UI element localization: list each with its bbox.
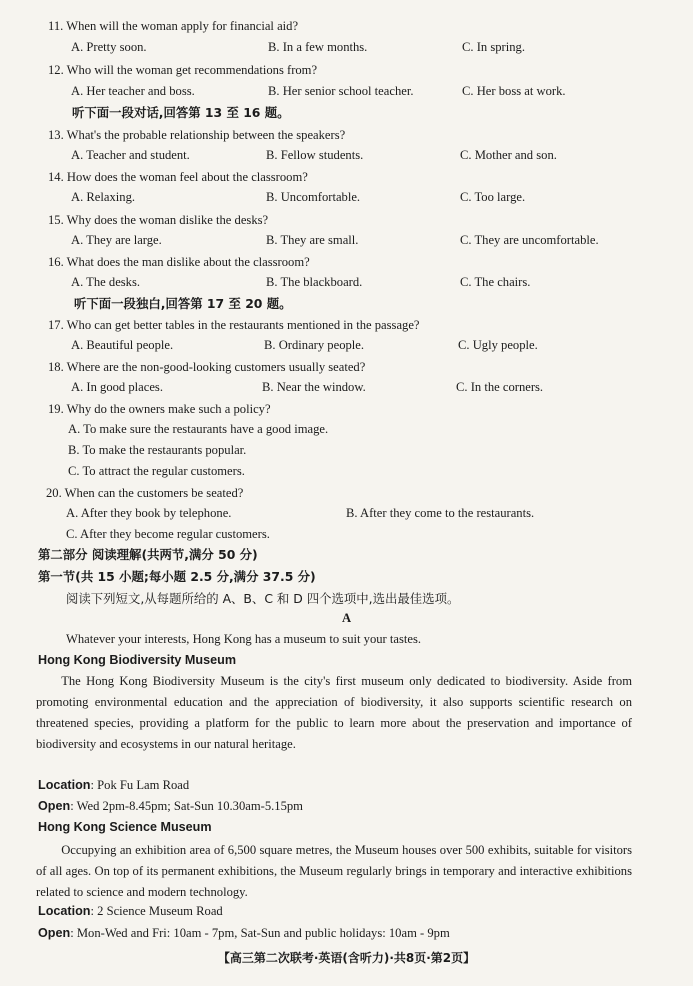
museum1-location-label: Location [38, 778, 91, 792]
question-17-option-a: A. Beautiful people. [71, 338, 174, 352]
question-12-option-b: B. Her senior school teacher. [268, 84, 414, 98]
question-17-stem: 17. Who can get better tables in the restaurants mentioned in the passage? [48, 318, 420, 332]
question-16-option-c: C. The chairs. [460, 275, 531, 289]
question-11-stem: 11. When will the woman apply for financial aid? [48, 19, 299, 33]
question-16-option-b: B. The blackboard. [266, 275, 363, 289]
question-18-option-c: C. In the corners. [456, 380, 544, 394]
question-18-option-a: A. In good places. [71, 380, 163, 394]
question-12-stem: 12. Who will the woman get recommendations from? [48, 63, 318, 77]
passage-intro: Whatever your interests, Hong Kong has a museum to suit your tastes. [66, 632, 422, 646]
question-15-stem: 15. Why does the woman dislike the desks? [48, 213, 269, 227]
question-11-option-c: C. In spring. [462, 40, 525, 54]
question-14-option-b: B. Uncomfortable. [266, 190, 361, 204]
question-17-option-b: B. Ordinary people. [264, 338, 365, 352]
museum1-location-value: Pok Fu Lam Road [97, 778, 190, 792]
museum2-open-value: Mon-Wed and Fri: 10am - 7pm, Sat-Sun and public holidays: 10am - 9pm [76, 926, 450, 940]
question-11-option-b: B. In a few months. [268, 40, 368, 54]
question-20-option-b: B. After they come to the restaurants. [346, 506, 535, 520]
question-16-stem: 16. What does the man dislike about the classroom? [48, 255, 310, 269]
question-11-option-a: A. Pretty soon. [71, 40, 147, 54]
instruction-13-16: 听下面一段对话,回答第 13 至 16 题。 [72, 105, 290, 120]
museum1-description: The Hong Kong Biodiversity Museum is the city's first museum only dedicated to biodiversity. Aside from promoting environmental education and the appreciation of biodiversity, it also supports scientific research on threatened species, providing a platform for the public to learn more about the preservation and importance of biodiversity and ecosystems in our natural heritage. [36, 674, 632, 751]
question-13-option-b: B. Fellow students. [266, 148, 364, 162]
question-13-stem: 13. What's the probable relationship between the speakers? [48, 128, 346, 142]
instruction-17-20: 听下面一段独白,回答第 17 至 20 题。 [74, 296, 292, 311]
museum1-name: Hong Kong Biodiversity Museum [38, 653, 237, 667]
reading-instruction: 阅读下列短文,从每题所给的 A、B、C 和 D 四个选项中,选出最佳选项。 [66, 591, 460, 606]
museum2-name: Hong Kong Science Museum [38, 820, 212, 834]
question-19-option-a: A. To make sure the restaurants have a good image. [68, 422, 329, 436]
question-19-stem: 19. Why do the owners make such a policy? [48, 402, 271, 416]
museum2-open-label: Open [38, 926, 71, 940]
question-15-option-a: A. They are large. [71, 233, 162, 247]
page-footer: 【高三第二次联考·英语(含听力)·共8页·第2页】 [217, 951, 476, 965]
museum1-open: Open: Wed 2pm-8.45pm; Sat-Sun 10.30am-5.15pm [38, 799, 303, 813]
question-18-option-b: B. Near the window. [262, 380, 366, 394]
question-20-option-a: A. After they book by telephone. [66, 506, 232, 520]
question-13-option-c: C. Mother and son. [460, 148, 557, 162]
passage-label: A [341, 611, 352, 625]
museum1-open-value: Wed 2pm-8.45pm; Sat-Sun 10.30am-5.15pm [76, 799, 303, 813]
question-12-option-c: C. Her boss at work. [462, 84, 566, 98]
museum2-location-value: 2 Science Museum Road [97, 904, 223, 918]
question-20-stem: 20. When can the customers be seated? [46, 486, 244, 500]
question-16-option-a: A. The desks. [71, 275, 141, 289]
reading-section-heading: 第一节(共 15 小题;每小题 2.5 分,满分 37.5 分) [38, 569, 316, 584]
reading-part-heading: 第二部分 阅读理解(共两节,满分 50 分) [38, 547, 258, 562]
question-14-stem: 14. How does the woman feel about the classroom? [48, 170, 308, 184]
question-20-option-c: C. After they become regular customers. [66, 527, 270, 541]
question-12-option-a: A. Her teacher and boss. [71, 84, 195, 98]
museum2-description: Occupying an exhibition area of 6,500 square metres, the Museum houses over 500 exhibits, suitable for visitors of all ages. On top of its permanent exhibitions, the Museum regularly brings in temporary and interactive exhibitions related to science and modern technology. [36, 843, 632, 899]
museum2-location: Location: 2 Science Museum Road [38, 904, 223, 918]
question-15-option-b: B. They are small. [266, 233, 359, 247]
museum2-location-label: Location [38, 904, 91, 918]
museum1-location: Location: Pok Fu Lam Road [38, 778, 190, 792]
museum1-open-label: Open [38, 799, 71, 813]
question-19-option-b: B. To make the restaurants popular. [68, 443, 247, 457]
museum2-open: Open: Mon-Wed and Fri: 10am - 7pm, Sat-Sun and public holidays: 10am - 9pm [38, 926, 450, 940]
question-13-option-a: A. Teacher and student. [71, 148, 190, 162]
question-15-option-c: C. They are uncomfortable. [460, 233, 599, 247]
question-14-option-a: A. Relaxing. [71, 190, 136, 204]
question-19-option-c: C. To attract the regular customers. [68, 464, 245, 478]
question-17-option-c: C. Ugly people. [458, 338, 538, 352]
question-14-option-c: C. Too large. [460, 190, 526, 204]
question-18-stem: 18. Where are the non-good-looking customers usually seated? [48, 360, 366, 374]
